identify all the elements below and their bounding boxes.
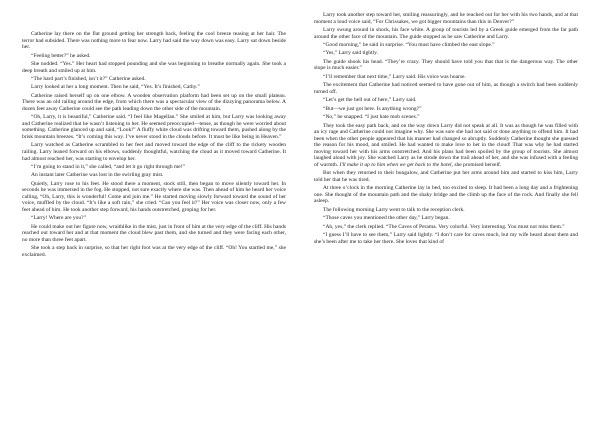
- paragraph: They took the easy path back, and on the way down Larry did not speak at all. It was as though he was filled with an icy rage and Catherine could not imagine why. She was sure she had not said or done anything to offend him. It had been when the other people appeared that his manner had changed so abruptly. Suddenly Catherine thought she guessed the reason for his mood, and smiled. He had wanted to make love to her in the cloud! That was why he had started moving toward her with his arms outstretched. And his plans had been spoiled by the group of tourists. She almost laughed aloud with joy. She watched Larry as he strode down the trail ahead of her, and she was infused with a feeling of warmth. I'll make it up to him when we get back to the hotel, she promised herself.: [314, 122, 578, 168]
- paragraph: Larry watched as Catherine scrambled to her feet and moved toward the edge of the cliff to the rickety wooden railing. Larry leaned forward on his elbows, suddenly thoughtful, watching the cloud as it moved toward Catherine. It had almost reached her, was starting to envelop her.: [22, 142, 286, 162]
- paragraph: The excitement that Catherine had noticed seemed to have gone out of him, as though a switch had been suddenly turned off.: [314, 82, 578, 95]
- paragraph: “Ah, yes,” the clerk replied. “The Caves of Perama. Very colorful. Very interesting. You must not miss them.”: [323, 223, 565, 230]
- paragraph: “But—we just got here. Is anything wrong?”: [323, 105, 422, 112]
- paragraph: “No,” he snapped. “I just hate mob scenes.”: [323, 114, 420, 121]
- paragraph: But when they returned to their bungalow, and Catherine put her arms around him and started to kiss him, Larry told her that he was tired.: [314, 170, 578, 183]
- italic-emphasis: I'll make it up to him when we get back to the hotel,: [339, 161, 453, 168]
- paragraph: Larry took another step toward her, smiling reassuringly, and he reached out for her with his two hands, and at that moment a loud voice said, “For Chrissakes, we got bigger mountains than this in Denver?”: [314, 12, 578, 25]
- right-text-column: [314, 12, 578, 247]
- paragraph: “I guess I’ll have to see them,” Larry said lightly. “I don’t care for caves much, but my wife heard about them and she’s been after me to take her there. She loves that kind of: [314, 232, 578, 245]
- paragraph: “Yes,” Larry said tightly.: [323, 50, 378, 57]
- paragraph: “I’ll remember that next time,” Larry said. His voice was hoarse.: [323, 73, 466, 80]
- paragraph: “Good morning,” he said in surprise. “You must have climbed the east slope.”: [323, 41, 495, 48]
- paragraph: The guide shook his head. “They’re crazy. They should have told you that that is the dangerous way. The other slope is much easier.”: [314, 58, 578, 72]
- paragraph: “I’m going to stand in it,” she called, “and let it go right through me!”: [31, 163, 185, 170]
- paragraph: Larry swung around in shock, his face white. A group of tourists led by a Greek guide emerged from the far path around the other face of the mountain. The guide stopped as he saw Catherine and Larry.: [314, 26, 578, 40]
- paragraph: Catherine raised herself up on one elbow. A wooden observation platform had been set up on the small plateau. There was an old railing around the edge, from which there was a spectacular view of the dizzying panorama below. A dozen feet away Catherine could see the path leading down the other side of the mountain.: [22, 92, 286, 112]
- paragraph: He could make out her figure now, wraithlike in the mist, just in front of him at the very edge of the cliff. His hands reached out toward her and at that moment the cloud blew past them, and she turned and they were facing each other, no more than three feet apart.: [22, 223, 286, 243]
- paragraph: She took a step back in surprise, so that her right foot was at the very edge of the cliff. “Oh! You startled me,” she exclaimed.: [22, 245, 286, 258]
- left-text-column: [22, 31, 286, 260]
- paragraph: An instant later Catherine was lost in the swirling gray mist.: [31, 172, 164, 179]
- paragraph: At three o’clock in the morning Catherine lay in bed, too excited to sleep. It had been a long day and a frightening one. She thought of the mountain path and the shaky bridge and the climb up the face of the rock. And finally she fell asleep.: [314, 185, 578, 205]
- paragraph: “Larry! Where are you?”: [31, 215, 87, 222]
- paragraph: “Oh, Larry, it is beautiful,” Catherine said. “I feel like Magellan.” She smiled at him, but Larry was looking away and Catherine realized that he wasn’t listening to her. He seemed preoccupied—tense, as though he were worried about something. Catherine glanced up and said, “Look!” A fluffy white cloud was drifting toward them, pushed along by the brisk mountain breezes. “It’s coming this way. I’ve never stood in the clouds before. It must be like being in Heaven.”: [22, 114, 286, 140]
- paragraph: “Those caves you mentioned the other day,” Larry began.: [323, 215, 450, 222]
- paragraph: “Let’s get the hell out of here,” Larry said.: [323, 97, 417, 104]
- paragraph: The following morning Larry went to talk to the reception clerk.: [323, 206, 465, 213]
- paragraph: “Feeling better?” he asked.: [31, 52, 91, 59]
- paragraph: Quietly, Larry rose to his feet. He stood there a moment, stock still, then began to move silently toward her. In seconds he was immersed in the fog. He stopped, not sure exactly where she was. Then ahead of him he heard her voice calling, “Oh, Larry, this is wonderful! Come and join me.” He started moving slowly forward toward the sound of her voice, muffled by the cloud. “It’s like a soft rain,” she cried. “Can you feel it?” Her voice was closer now, only a few feet ahead of him. He took another step forward, his hands outstretched, groping for her.: [22, 180, 286, 214]
- paragraph: Catherine lay there on the flat ground getting her strength back, feeling the cool breeze teasing at her hair. The terror had subsided. There was nothing more to fear now. Larry had said the way down was easy. Larry sat down beside her.: [22, 31, 286, 51]
- paragraph: She nodded. “Yes.” Her heart had stopped pounding and she was beginning to breathe normally again. She took a deep breath and smiled up at him.: [22, 60, 286, 74]
- paragraph: Larry looked at her a long moment. Then he said, “Yes. It’s finished, Cathy.”: [31, 84, 200, 91]
- paragraph: “The hard part’s finished, isn’t it?” Catherine asked.: [31, 75, 146, 82]
